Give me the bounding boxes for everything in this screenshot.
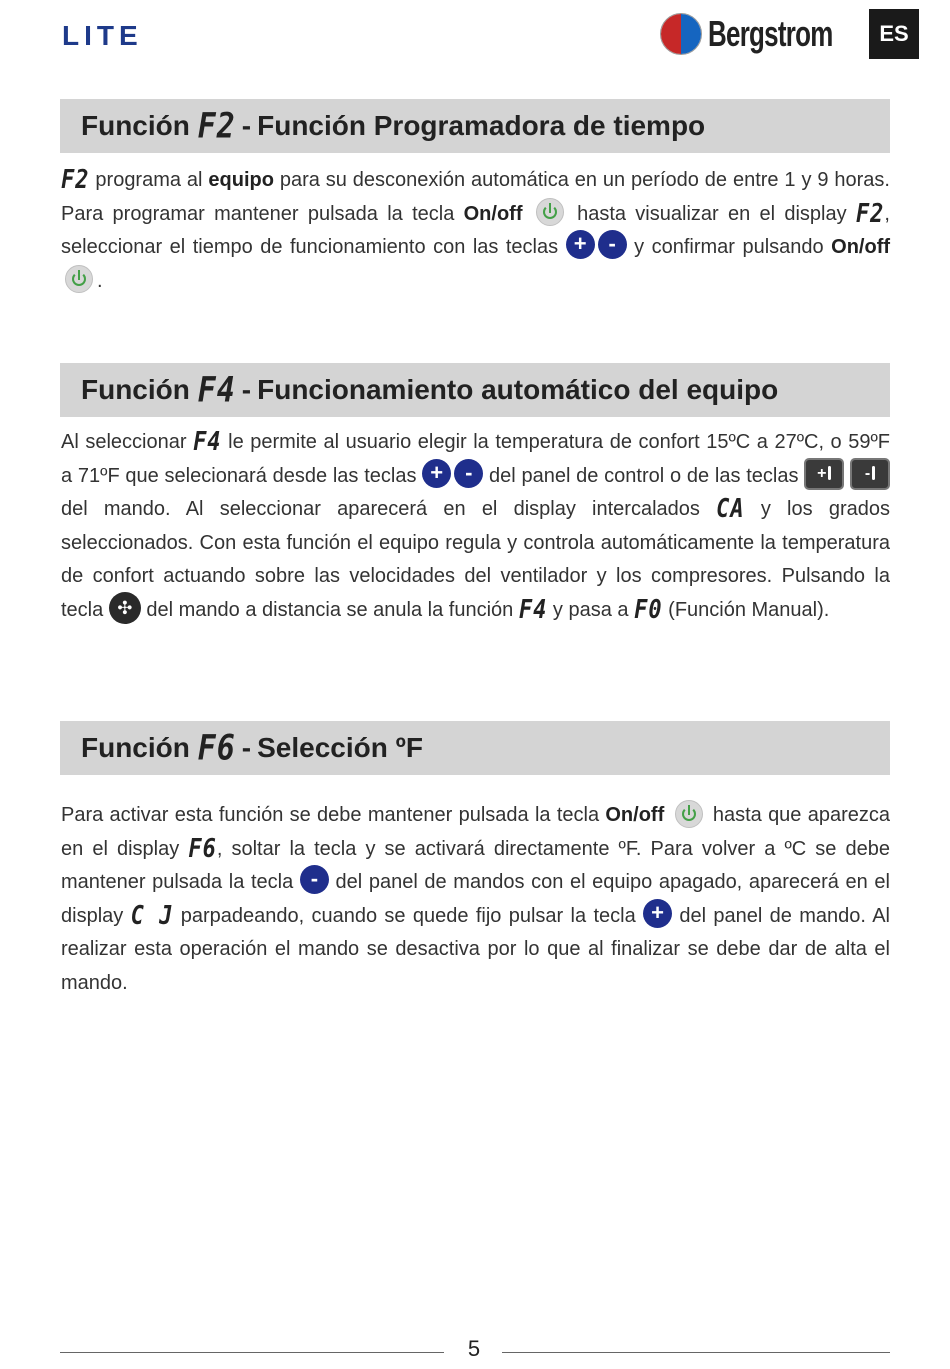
code-f4: F4 xyxy=(518,595,548,625)
power-icon xyxy=(65,265,93,293)
heading-title: Función Programadora de tiempo xyxy=(257,110,706,141)
body-text: y pasa a xyxy=(552,598,629,621)
heading-separator: - xyxy=(241,110,252,141)
heading-title: Selección ºF xyxy=(257,732,423,763)
body-text: del mando a distancia se anula la función xyxy=(146,598,514,621)
body-text: le permite al usuario elegir la temperatura de confort 15ºC a 27ºC, o 59ºF a 71ºF que selecionará desde las teclas xyxy=(61,431,890,487)
bergstrom-logo xyxy=(660,10,881,58)
body-bold: On/off xyxy=(605,804,665,826)
section-body-f2 xyxy=(61,164,890,298)
code-f2: F2 xyxy=(61,166,90,195)
thermo-down-icon: - xyxy=(850,458,890,490)
body-text: hasta visualizar en el display xyxy=(577,202,847,225)
heading-prefix: Función xyxy=(81,374,190,405)
footer-rule-right xyxy=(502,1352,890,1353)
body-text: , soltar la tecla y se activará directamente ºF. Para volver a ºC se debe mantener pulsada la tecla xyxy=(61,837,891,893)
section-heading-f6 xyxy=(60,721,890,775)
language-badge: ES xyxy=(869,9,919,59)
body-text: (Función Manual). xyxy=(668,598,830,621)
globe-icon xyxy=(660,13,702,55)
brand-name: Bergstrom xyxy=(708,13,833,54)
heading-title: Funcionamiento automático del equipo xyxy=(257,374,779,405)
plus-icon: + xyxy=(566,230,595,259)
heading-prefix: Función xyxy=(81,732,190,763)
body-text: hasta que aparezca en el display xyxy=(61,804,891,860)
section-heading-f4 xyxy=(60,363,890,417)
code-f4: F4 xyxy=(193,428,222,457)
body-bold: equipo xyxy=(208,169,274,191)
minus-icon: - xyxy=(598,230,627,259)
power-icon xyxy=(675,800,703,828)
code-f6: F6 xyxy=(197,727,236,769)
plus-icon: + xyxy=(643,899,672,928)
heading-prefix: Función xyxy=(81,110,190,141)
body-text: y confirmar pulsando xyxy=(634,236,824,258)
body-text: y los grados seleccionados. Con esta función el equipo regula y controla automáticamente la temperatura de confort actuando sobre las velocidades del ventilador y los compresores. Pulsando la tecla xyxy=(61,498,890,621)
code-f2: F2 xyxy=(197,105,236,147)
body-text: programa al xyxy=(95,169,203,191)
heading-separator: - xyxy=(241,374,252,405)
section-heading-f2 xyxy=(60,99,890,153)
body-text: del panel de control o de las teclas xyxy=(489,464,799,487)
section-body-f4 xyxy=(61,426,890,627)
section-body-f6 xyxy=(61,799,890,1000)
code-cc: C J xyxy=(130,901,174,931)
body-bold: On/off xyxy=(463,202,523,225)
minus-icon: - xyxy=(300,865,329,894)
minus-icon: - xyxy=(454,459,483,488)
body-text: para su desconexión automática en un período de entre 1 y 9 horas. Para programar mantener pulsada la tecla xyxy=(61,169,890,225)
code-f4: F4 xyxy=(197,369,236,411)
body-text: del panel de mando. Al realizar esta operación el mando se desactiva por lo que al finalizar se debe dar de alta el mando. xyxy=(61,904,890,994)
footer-rule-left xyxy=(60,1352,444,1353)
body-text: . xyxy=(97,269,103,292)
body-text: parpadeando, cuando se quede fijo pulsar la tecla xyxy=(180,904,636,927)
body-text: Para activar esta función se debe mantener pulsada la tecla xyxy=(61,804,600,826)
body-text: Al seleccionar xyxy=(61,431,187,453)
code-f6: F6 xyxy=(188,834,217,864)
body-text: del panel de mandos con el equipo apagado, aparecerá en el display xyxy=(61,871,890,927)
body-text: , seleccionar el tiempo de funcionamiento con las teclas xyxy=(61,202,890,258)
code-ca: CA xyxy=(716,495,745,524)
body-text: del mando. Al seleccionar aparecerá en el display intercalados xyxy=(61,498,700,520)
plus-icon: + xyxy=(422,459,451,488)
code-f0: F0 xyxy=(634,595,663,625)
thermo-up-icon: + xyxy=(804,458,844,490)
body-bold: On/off xyxy=(831,236,891,258)
power-icon xyxy=(536,198,564,226)
page-number: 5 xyxy=(467,1336,481,1361)
heading-separator: - xyxy=(241,732,252,763)
fan-icon: ✣ xyxy=(109,592,141,624)
code-f2: F2 xyxy=(855,199,885,229)
lite-logo: LITE xyxy=(62,20,143,51)
